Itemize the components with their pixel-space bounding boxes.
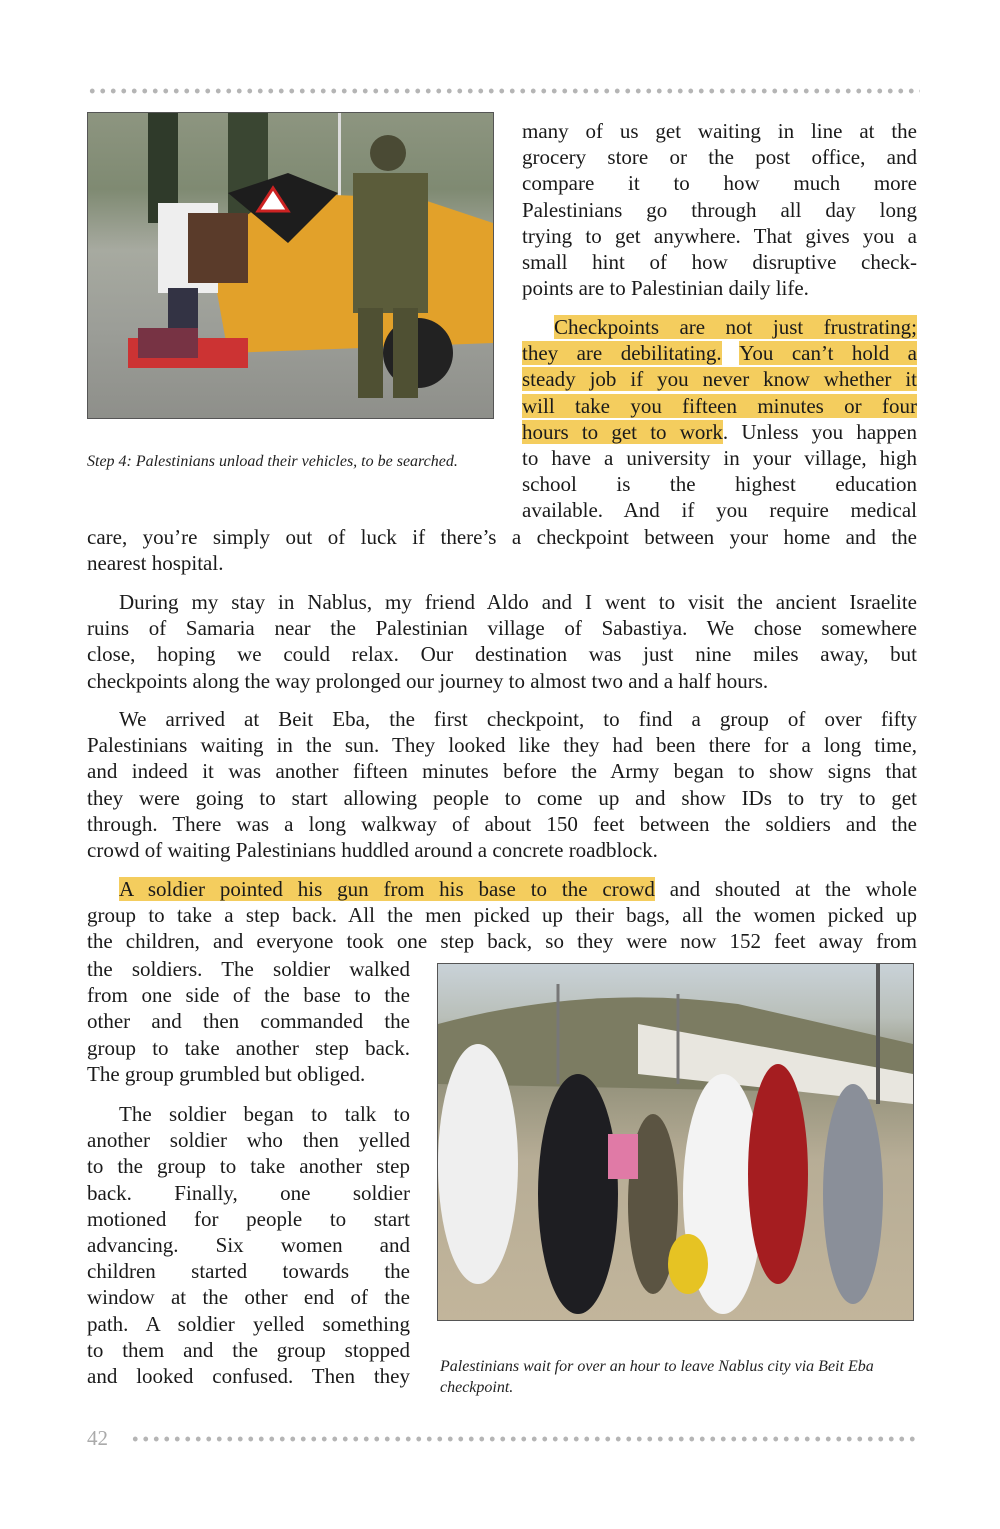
text-segment: advancing. Six women and — [87, 1233, 410, 1258]
text-line — [87, 837, 917, 863]
text-segment: checkpoints along the way prolonged our journey to almost two and a half hours. — [87, 668, 769, 693]
text-segment: the children, and everyone took one step back, so they were now 152 feet away from — [87, 929, 917, 954]
text-line — [87, 1363, 410, 1389]
text-segment: path. A soldier yelled something — [87, 1311, 410, 1336]
text-line — [522, 497, 917, 523]
text-segment: Palestinians go through all day long — [522, 197, 917, 222]
text-line — [87, 876, 917, 902]
page-number: 42 — [87, 1426, 108, 1450]
paragraph-2-continued — [87, 524, 917, 576]
text-segment: and looked confused. Then they — [87, 1364, 410, 1389]
text-line — [522, 314, 917, 340]
text-line — [522, 393, 917, 419]
text-segment: through. There was a long walkway of about 150 feet between the soldiers and the — [87, 811, 917, 836]
text-line — [87, 1284, 410, 1310]
text-line — [522, 445, 917, 471]
text-segment: window at the other end of the — [87, 1285, 410, 1310]
text-segment: group to take a step back. All the men picked up their bags, all the women picked up — [87, 903, 917, 928]
text-line — [522, 366, 917, 392]
text-segment: close, hoping we could relax. Our destination was just nine miles away, but — [87, 642, 917, 667]
text-segment: points are to Palestinian daily life. — [522, 276, 809, 301]
text-line — [522, 471, 917, 497]
text-line — [87, 811, 917, 837]
highlighted-text: hours to get to work — [522, 419, 723, 444]
text-line — [87, 1337, 410, 1363]
highlighted-text: You can’t hold a — [739, 341, 917, 366]
text-segment: from one side of the base to the — [87, 983, 410, 1008]
text-line — [87, 1180, 410, 1206]
text-line — [87, 1035, 410, 1061]
photo2-caption: Palestinians wait for over an hour to leave Nablus city via Beit Eba checkpoint. — [440, 1358, 874, 1396]
paragraph-3 — [87, 589, 917, 694]
text-segment: crowd of waiting Palestinians huddled around a concrete roadblock. — [87, 838, 658, 863]
text-line — [87, 1232, 410, 1258]
text-segment: group to take another step back. — [87, 1035, 410, 1060]
photo-checkpoint-vehicle-search — [87, 112, 494, 419]
text-line — [87, 1127, 410, 1153]
text-line — [87, 1206, 410, 1232]
text-segment — [722, 341, 740, 365]
text-segment: to have a university in your village, high — [522, 446, 917, 471]
paragraph-5 — [87, 876, 917, 955]
text-segment: they were going to start allowing people to come up and show IDs to try to get — [87, 785, 917, 810]
text-line — [87, 758, 917, 784]
text-line — [87, 668, 917, 694]
highlighted-text: will take you fifteen minutes or four — [522, 393, 917, 418]
text-segment: other and then commanded the — [87, 1009, 410, 1034]
photo-beit-eba-crowd — [437, 963, 914, 1321]
text-line — [87, 1311, 410, 1337]
text-line — [522, 144, 917, 170]
text-line — [87, 615, 917, 641]
text-segment: We arrived at Beit Eba, the first checkpoint, to find a group of over fifty — [119, 707, 917, 731]
paragraph-2-right-column — [522, 314, 917, 524]
text-line — [522, 197, 917, 223]
paragraph-5-left-column — [87, 956, 410, 1087]
text-line — [87, 902, 917, 928]
top-dotted-rule — [87, 88, 920, 94]
paragraph-1-right-column — [522, 118, 917, 301]
text-line — [87, 785, 917, 811]
photo-illustration — [438, 964, 913, 1320]
text-line — [522, 340, 917, 366]
text-line — [522, 118, 917, 144]
text-segment: back. Finally, one soldier — [87, 1180, 410, 1205]
text-segment: ruins of Samaria near the Palestinian village of Sabastiya. We chose somewhere — [87, 616, 917, 641]
text-segment: many of us get waiting in line at the — [522, 119, 917, 143]
text-line — [87, 982, 410, 1008]
text-line — [87, 589, 917, 615]
text-line — [87, 956, 410, 982]
text-line — [87, 641, 917, 667]
photo-illustration — [88, 113, 493, 418]
text-line — [522, 419, 917, 445]
text-line — [87, 732, 917, 758]
text-line — [522, 249, 917, 275]
text-segment: motioned for people to start — [87, 1206, 410, 1231]
text-segment: During my stay in Nablus, my friend Aldo and I went to visit the ancient Israelite — [119, 590, 917, 614]
text-line — [87, 928, 917, 954]
paragraph-6-left-column — [87, 1101, 410, 1389]
text-line — [522, 170, 917, 196]
paragraph-4 — [87, 706, 917, 863]
text-segment: available. And if you require medical — [522, 498, 917, 523]
text-segment: another soldier who then yelled — [87, 1128, 410, 1153]
text-line — [87, 1061, 410, 1087]
text-segment: and indeed it was another fifteen minutes before the Army began to show signs that — [87, 759, 917, 784]
text-segment: . Unless you happen — [722, 419, 917, 444]
text-line — [522, 275, 917, 301]
text-line — [522, 223, 917, 249]
text-segment: grocery store or the post office, and — [522, 145, 917, 170]
text-segment: compare it to how much more — [522, 171, 917, 196]
text-segment: the soldiers. The soldier walked — [87, 957, 410, 981]
text-line — [87, 550, 917, 576]
text-segment: Palestinians waiting in the sun. They looked like they had been there for a long time, — [87, 733, 917, 758]
text-segment: small hint of how disruptive check- — [522, 250, 917, 275]
highlighted-text: A soldier pointed his gun from his base to the crowd — [119, 877, 655, 901]
bottom-dotted-rule — [130, 1436, 920, 1442]
text-segment: to the group to take another step — [87, 1154, 410, 1179]
text-segment: to them and the group stopped — [87, 1337, 410, 1362]
text-line — [87, 1008, 410, 1034]
text-line — [87, 1101, 410, 1127]
text-segment: nearest hospital. — [87, 551, 224, 576]
text-segment: school is the highest education — [522, 472, 917, 497]
text-line — [87, 706, 917, 732]
text-line — [87, 1153, 410, 1179]
highlighted-text: Checkpoints are not just frustrating; — [554, 315, 917, 339]
text-line — [87, 524, 917, 550]
text-segment: care, you’re simply out of luck if there’s a checkpoint between your home and the — [87, 525, 917, 549]
text-line — [87, 1258, 410, 1284]
text-segment: children started towards the — [87, 1259, 410, 1284]
highlighted-text: they are debilitating. — [522, 341, 722, 366]
text-segment: and shouted at the whole — [654, 877, 917, 901]
photo1-caption: Step 4: Palestinians unload their vehicles, to be searched. — [87, 453, 458, 470]
text-segment: The group grumbled but obliged. — [87, 1061, 366, 1086]
highlighted-text: steady job if you never know whether it — [522, 367, 917, 392]
text-segment: trying to get anywhere. That gives you a — [522, 223, 917, 248]
text-segment: The soldier began to talk to — [119, 1102, 410, 1126]
